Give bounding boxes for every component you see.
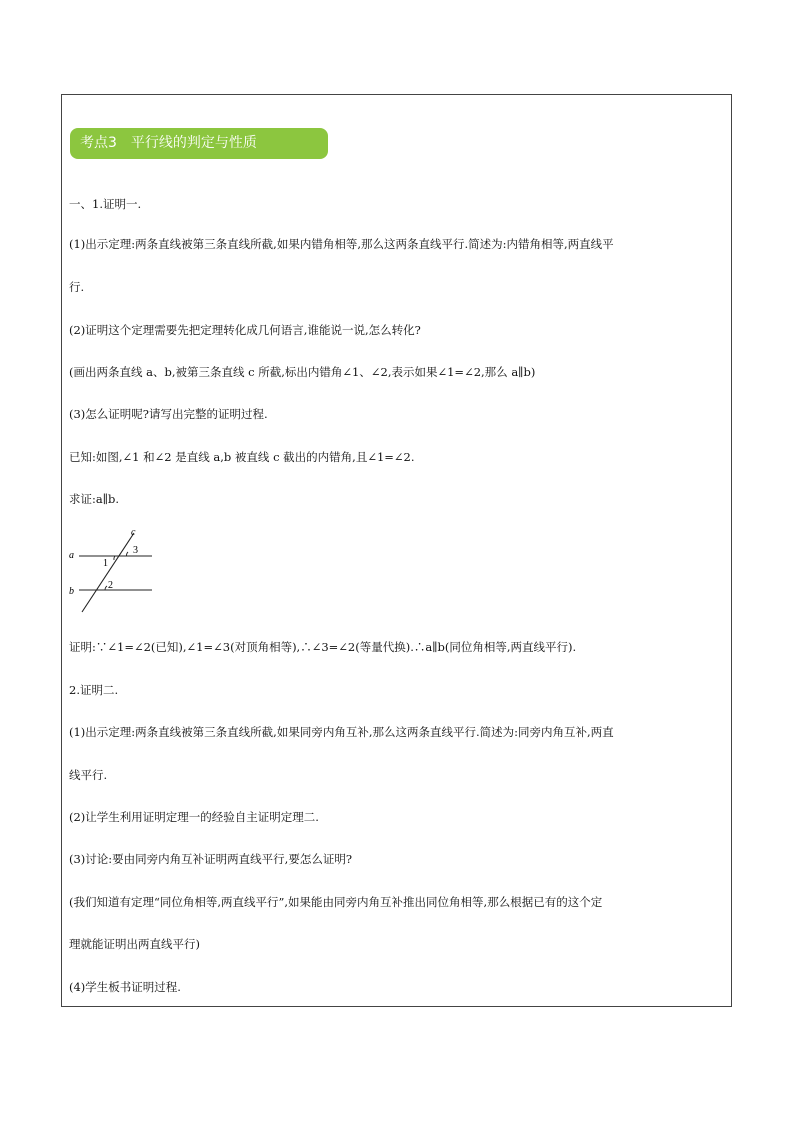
text-line: 行. — [69, 280, 85, 294]
text-line: (我们知道有定理“同位角相等,两直线平行”,如果能由同旁内角互补推出同位角相等,那么根据已有的这个定 — [69, 895, 603, 909]
angle-2-arc — [105, 586, 107, 590]
angle-3-arc — [126, 552, 128, 556]
text-line: 证明:∵∠1=∠2(已知),∠1=∠3(对顶角相等),∴∠3=∠2(等量代换).∴a∥b(同位角相等,两直线平行). — [69, 640, 577, 654]
text-line: (2)证明这个定理需要先把定理转化成几何语言,谁能说一说,怎么转化? — [69, 323, 421, 337]
parallel-lines-figure — [67, 524, 157, 614]
text-line: (画出两条直线 a、b,被第三条直线 c 所截,标出内错角∠1、∠2,表示如果∠1=∠2,那么 a∥b) — [69, 365, 536, 379]
content-frame — [61, 94, 732, 1007]
text-line: 求证:a∥b. — [69, 492, 120, 506]
label-2: 2 — [108, 580, 113, 591]
label-1: 1 — [103, 558, 108, 569]
label-c: c — [131, 527, 136, 538]
text-line: 一、1.证明一. — [69, 197, 142, 211]
text-line: (1)出示定理:两条直线被第三条直线所截,如果同旁内角互补,那么这两条直线平行.简述为:同旁内角互补,两直 — [69, 725, 614, 739]
text-line: (2)让学生利用证明定理一的经验自主证明定理二. — [69, 810, 319, 824]
text-line: (4)学生板书证明过程. — [69, 980, 181, 994]
text-line: (1)出示定理:两条直线被第三条直线所截,如果内错角相等,那么这两条直线平行.简述为:内错角相等,两直线平 — [69, 237, 614, 251]
text-line: 2.证明二. — [69, 683, 119, 697]
label-a: a — [69, 550, 74, 561]
label-3: 3 — [133, 545, 138, 556]
angle-1-arc — [114, 556, 115, 560]
section-banner — [70, 128, 328, 159]
line-c — [82, 533, 134, 612]
text-line: 线平行. — [69, 768, 108, 782]
label-b: b — [69, 586, 74, 597]
text-line: (3)讨论:要由同旁内角互补证明两直线平行,要怎么证明? — [69, 852, 352, 866]
text-line: 理就能证明出两直线平行) — [69, 937, 200, 951]
text-line: (3)怎么证明呢?请写出完整的证明过程. — [69, 407, 268, 421]
banner-tag: 考点3 — [80, 135, 117, 151]
text-line: 已知:如图,∠1 和∠2 是直线 a,b 被直线 c 截出的内错角,且∠1=∠2. — [69, 450, 415, 464]
banner-title: 平行线的判定与性质 — [130, 135, 257, 151]
